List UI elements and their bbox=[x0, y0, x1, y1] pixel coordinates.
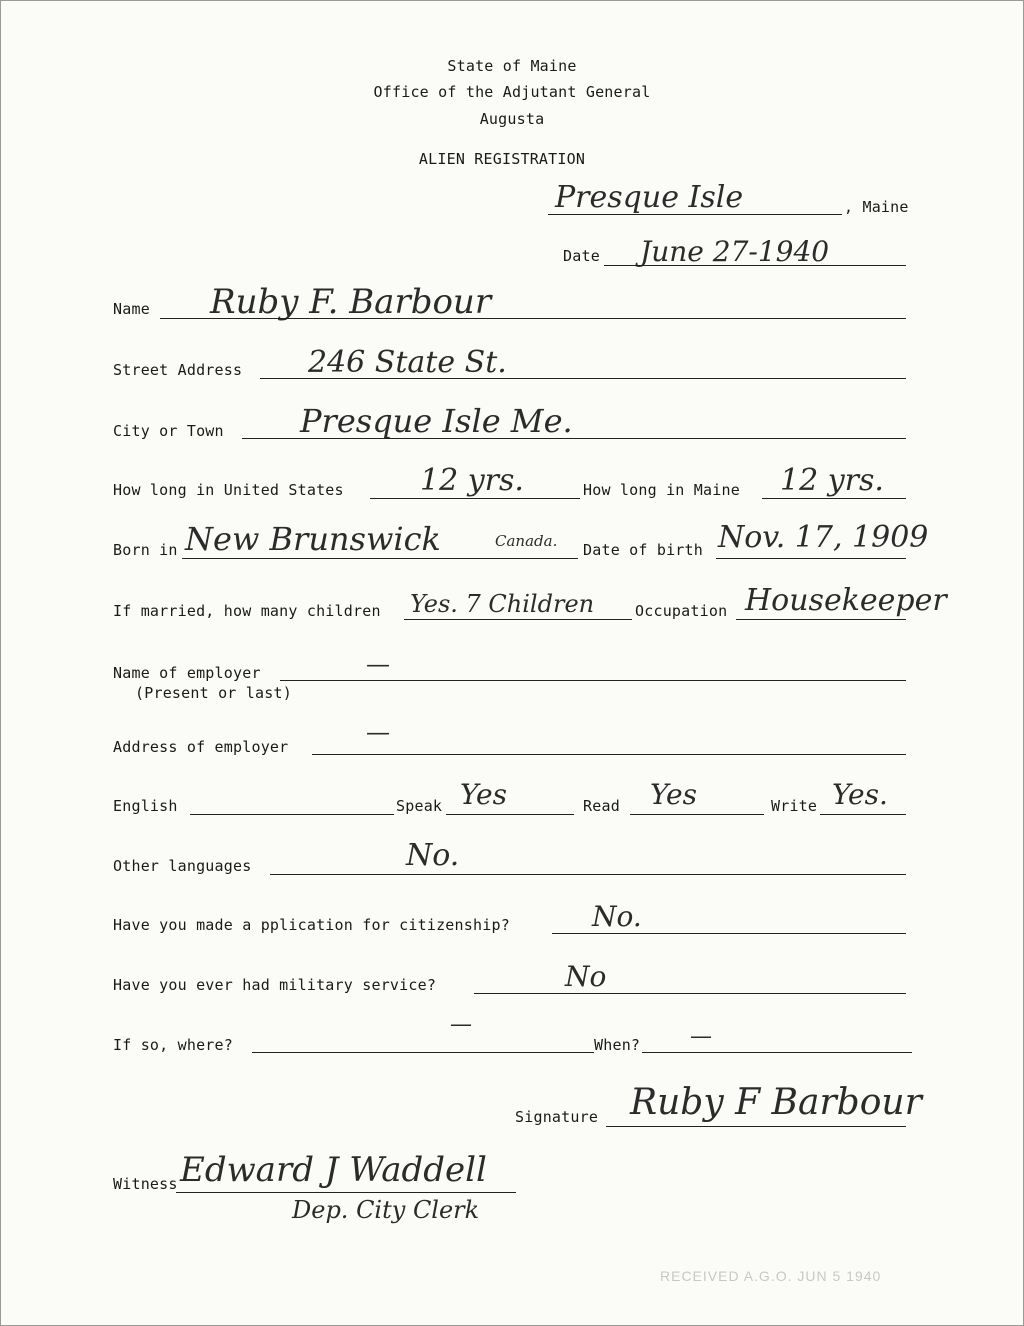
city-line bbox=[242, 438, 906, 439]
street-line bbox=[260, 378, 906, 379]
speak-value: Yes bbox=[460, 778, 507, 811]
years-maine-value: 12 yrs. bbox=[780, 463, 884, 498]
where-label: If so, where? bbox=[113, 1036, 233, 1054]
date-label: Date bbox=[563, 247, 600, 265]
witness-label: Witness bbox=[113, 1175, 178, 1193]
other-languages-line bbox=[270, 874, 906, 875]
where-value: — bbox=[450, 1012, 472, 1037]
witness-value: Edward J Waddell bbox=[180, 1150, 487, 1190]
speak-line bbox=[446, 814, 574, 815]
header-office: Office of the Adjutant General bbox=[373, 83, 651, 101]
born-label: Born in bbox=[113, 541, 178, 559]
children-label: If married, how many children bbox=[113, 602, 381, 620]
occupation-label: Occupation bbox=[635, 602, 728, 620]
signature-line bbox=[606, 1126, 906, 1127]
citizenship-value: No. bbox=[592, 900, 642, 933]
where-line bbox=[252, 1052, 594, 1053]
dob-value: Nov. 17, 1909 bbox=[718, 520, 929, 555]
english-line bbox=[190, 814, 394, 815]
witness-title: Dep. City Clerk bbox=[292, 1196, 480, 1224]
write-line bbox=[820, 814, 906, 815]
place-suffix: , Maine bbox=[844, 198, 909, 216]
place-line bbox=[548, 214, 842, 215]
name-label: Name bbox=[113, 300, 150, 318]
city-label: City or Town bbox=[113, 422, 224, 440]
when-line bbox=[642, 1052, 912, 1053]
when-value: — bbox=[690, 1024, 712, 1049]
date-line bbox=[604, 265, 906, 266]
born-note: Canada. bbox=[495, 532, 558, 550]
witness-line bbox=[176, 1192, 516, 1193]
signature-value: Ruby F Barbour bbox=[630, 1082, 922, 1123]
occupation-line bbox=[736, 619, 906, 620]
form-title: ALIEN REGISTRATION bbox=[418, 150, 586, 168]
employer-label: Name of employer bbox=[113, 664, 261, 682]
write-value: Yes. bbox=[832, 778, 888, 811]
children-value: Yes. 7 Children bbox=[410, 590, 595, 618]
street-label: Street Address bbox=[113, 361, 243, 379]
other-languages-value: No. bbox=[406, 838, 460, 873]
name-value: Ruby F. Barbour bbox=[210, 282, 492, 322]
header-city: Augusta bbox=[479, 110, 545, 128]
years-us-value: 12 yrs. bbox=[420, 463, 524, 498]
born-value: New Brunswick bbox=[185, 520, 441, 558]
write-label: Write bbox=[771, 797, 818, 815]
born-line bbox=[182, 558, 578, 559]
when-label: When? bbox=[594, 1036, 641, 1054]
received-stamp: RECEIVED A.G.O. JUN 5 1940 bbox=[660, 1268, 882, 1284]
occupation-value: Housekeeper bbox=[745, 583, 947, 618]
employer-address-line bbox=[312, 754, 906, 755]
citizenship-label: Have you made a pplication for citizenship? bbox=[113, 916, 510, 934]
military-label: Have you ever had military service? bbox=[113, 976, 437, 994]
years-us-label: How long in United States bbox=[113, 481, 344, 499]
speak-label: Speak bbox=[396, 797, 443, 815]
dob-line bbox=[716, 558, 906, 559]
english-label: English bbox=[113, 797, 178, 815]
other-languages-label: Other languages bbox=[113, 857, 252, 875]
header-state: State of Maine bbox=[447, 57, 577, 75]
employer-address-value: — bbox=[366, 718, 390, 746]
employer-sublabel: (Present or last) bbox=[135, 684, 292, 702]
citizenship-line bbox=[552, 933, 906, 934]
years-us-line bbox=[370, 498, 580, 499]
date-value: June 27-1940 bbox=[640, 235, 830, 268]
dob-label: Date of birth bbox=[583, 541, 703, 559]
name-line bbox=[160, 318, 906, 319]
employer-value: — bbox=[366, 650, 390, 678]
signature-label: Signature bbox=[515, 1108, 599, 1126]
employer-address-label: Address of employer bbox=[113, 738, 289, 756]
read-label: Read bbox=[583, 797, 620, 815]
children-line bbox=[404, 619, 632, 620]
read-line bbox=[630, 814, 764, 815]
place-value: Presque Isle bbox=[555, 180, 744, 215]
employer-line bbox=[280, 680, 906, 681]
street-value: 246 State St. bbox=[308, 345, 507, 380]
years-maine-label: How long in Maine bbox=[583, 481, 740, 499]
city-value: Presque Isle Me. bbox=[300, 402, 573, 440]
years-maine-line bbox=[762, 498, 906, 499]
military-value: No bbox=[565, 960, 607, 993]
military-line bbox=[474, 993, 906, 994]
read-value: Yes bbox=[650, 778, 697, 811]
